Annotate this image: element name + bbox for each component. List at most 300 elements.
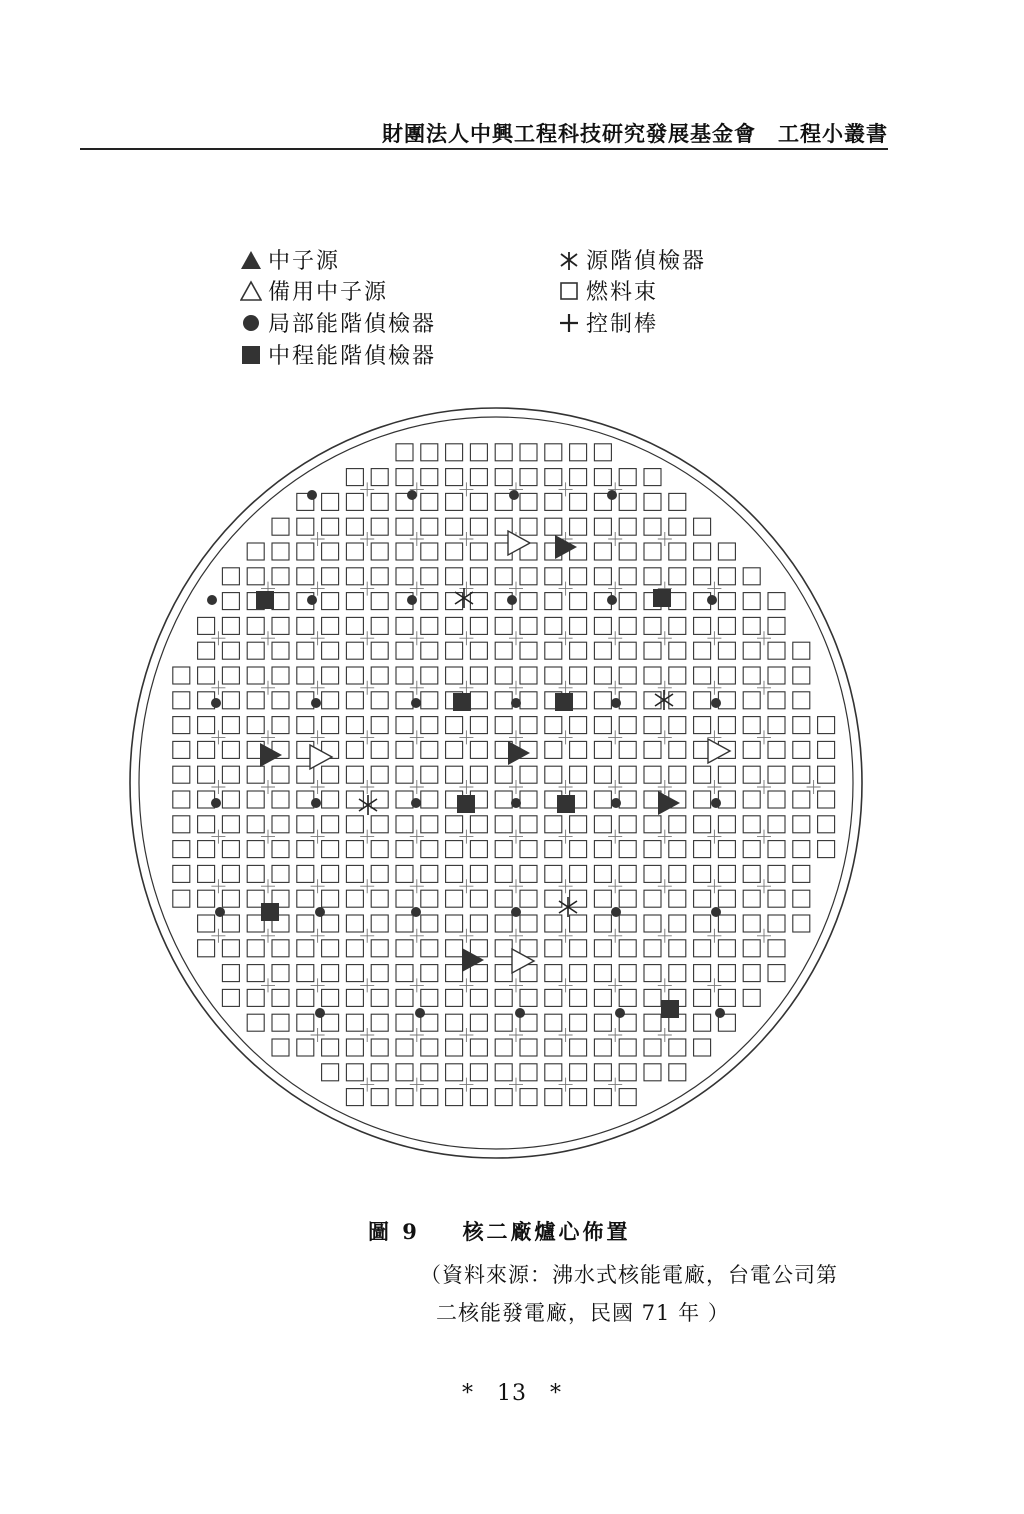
legend-label: 局部能階偵檢器: [268, 312, 437, 337]
fuel-bundle: [669, 841, 686, 858]
legend-neutron-source: [240, 244, 340, 275]
fuel-bundle: [446, 469, 463, 486]
lprm-detector: [415, 1008, 425, 1018]
fuel-bundle: [669, 940, 686, 957]
control-rod: [509, 780, 523, 794]
fuel-bundle: [520, 667, 537, 684]
fuel-bundle: [470, 741, 487, 758]
fuel-bundle: [297, 965, 314, 982]
fuel-bundle: [743, 915, 760, 932]
page-header: [80, 112, 888, 150]
fuel-bundle: [694, 865, 711, 882]
lprm-detector: [407, 595, 417, 605]
control-rod: [459, 730, 473, 744]
fuel-bundle: [297, 989, 314, 1006]
fuel-bundle: [446, 816, 463, 833]
fuel-bundle: [495, 915, 512, 932]
fuel-bundle: [669, 543, 686, 560]
fuel-bundle: [222, 593, 239, 610]
fuel-bundle: [644, 766, 661, 783]
fuel-bundle: [421, 1064, 438, 1081]
lprm-detector: [509, 490, 519, 500]
fuel-bundle: [694, 989, 711, 1006]
fuel-bundle: [396, 568, 413, 585]
fuel-bundle: [619, 766, 636, 783]
control-rod: [410, 879, 424, 893]
fuel-bundle: [594, 518, 611, 535]
fuel-bundle: [396, 1064, 413, 1081]
fuel-bundle: [644, 568, 661, 585]
fuel-bundle: [718, 667, 735, 684]
fuel-bundle: [322, 717, 339, 734]
control-rod: [658, 978, 672, 992]
fuel-bundle: [520, 1064, 537, 1081]
control-rod: [261, 730, 275, 744]
fuel-bundle: [669, 915, 686, 932]
fuel-bundle: [446, 915, 463, 932]
fuel-bundle: [619, 965, 636, 982]
fuel-bundle: [198, 642, 215, 659]
fuel-bundle: [768, 692, 785, 709]
fuel-bundle: [594, 940, 611, 957]
fuel-bundle: [818, 816, 835, 833]
fuel-bundle: [669, 890, 686, 907]
fuel-bundle: [520, 1039, 537, 1056]
fuel-bundle: [570, 568, 587, 585]
control-rod: [559, 681, 573, 695]
legend-label: 源階偵檢器: [586, 249, 707, 274]
legend-label: 控制棒: [586, 312, 659, 337]
fuel-bundle: [594, 741, 611, 758]
control-rod: [509, 681, 523, 695]
control-rod: [459, 879, 473, 893]
fuel-bundle: [322, 617, 339, 634]
fuel-bundle: [371, 816, 388, 833]
fuel-bundle: [793, 890, 810, 907]
control-rod: [360, 730, 374, 744]
fuel-bundle: [669, 965, 686, 982]
legend-irm: [240, 339, 436, 370]
fuel-bundle: [594, 717, 611, 734]
fuel-bundle: [644, 865, 661, 882]
fuel-bundle: [743, 741, 760, 758]
fuel-bundle: [222, 816, 239, 833]
fuel-bundle: [222, 791, 239, 808]
control-rod: [360, 482, 374, 496]
fuel-bundle: [644, 543, 661, 560]
fuel-bundle: [272, 543, 289, 560]
fuel-bundle: [297, 890, 314, 907]
fuel-bundle: [594, 965, 611, 982]
fuel-bundle: [297, 816, 314, 833]
fuel-bundle: [743, 841, 760, 858]
fuel-bundle: [371, 1039, 388, 1056]
fuel-bundle: [520, 518, 537, 535]
fuel-bundle: [545, 741, 562, 758]
fuel-bundle: [520, 617, 537, 634]
lprm-detector: [711, 698, 721, 708]
fuel-bundle: [718, 642, 735, 659]
fuel-bundle: [495, 816, 512, 833]
fuel-bundle: [371, 766, 388, 783]
fuel-bundle: [470, 989, 487, 1006]
control-rod: [658, 631, 672, 645]
fuel-bundle: [446, 518, 463, 535]
fuel-bundle: [570, 444, 587, 461]
control-rod: [311, 681, 325, 695]
fuel-bundle: [371, 890, 388, 907]
fuel-bundle: [495, 667, 512, 684]
fuel-bundle: [470, 642, 487, 659]
fuel-bundle: [669, 766, 686, 783]
fuel-bundle: [495, 717, 512, 734]
fuel-bundle: [346, 518, 363, 535]
fuel-bundle: [272, 717, 289, 734]
fuel-bundle: [768, 816, 785, 833]
fuel-bundle: [545, 1064, 562, 1081]
fuel-bundle: [371, 617, 388, 634]
fuel-bundle: [297, 692, 314, 709]
fuel-bundle: [297, 568, 314, 585]
fuel-bundle: [421, 816, 438, 833]
fuel-bundle: [495, 469, 512, 486]
fuel-bundle: [520, 1089, 537, 1106]
fuel-bundle: [520, 493, 537, 510]
fuel-bundle: [619, 915, 636, 932]
fuel-bundle: [396, 1039, 413, 1056]
fuel-bundle: [446, 1014, 463, 1031]
fuel-bundle: [495, 642, 512, 659]
fuel-bundle: [669, 493, 686, 510]
fuel-bundle: [520, 791, 537, 808]
fuel-bundle: [272, 965, 289, 982]
fuel-bundle: [470, 1064, 487, 1081]
fuel-bundle: [470, 568, 487, 585]
fuel-bundle: [718, 890, 735, 907]
fuel-bundle: [818, 717, 835, 734]
fuel-bundle: [346, 1039, 363, 1056]
control-rod: [410, 1028, 424, 1042]
lprm-detector: [311, 798, 321, 808]
control-rod: [658, 1028, 672, 1042]
fuel-bundle: [346, 841, 363, 858]
fuel-bundle: [396, 791, 413, 808]
fuel-bundle: [446, 493, 463, 510]
fuel-bundle: [346, 493, 363, 510]
fuel-bundle: [222, 940, 239, 957]
fuel-bundle: [173, 766, 190, 783]
fuel-bundle: [470, 667, 487, 684]
control-rod: [608, 929, 622, 943]
fuel-bundle: [198, 617, 215, 634]
fuel-bundle: [644, 469, 661, 486]
fuel-bundle: [396, 1089, 413, 1106]
fuel-bundle: [297, 667, 314, 684]
fuel-bundle: [669, 865, 686, 882]
fuel-bundle: [346, 766, 363, 783]
fuel-bundle: [520, 444, 537, 461]
fuel-bundle: [470, 444, 487, 461]
fuel-bundle: [446, 1089, 463, 1106]
fuel-bundle: [570, 989, 587, 1006]
fuel-bundle: [322, 543, 339, 560]
fuel-bundle: [470, 469, 487, 486]
fuel-bundle: [371, 568, 388, 585]
fuel-bundle: [545, 642, 562, 659]
fuel-bundle: [570, 493, 587, 510]
fuel-bundle: [743, 940, 760, 957]
fuel-bundle: [545, 667, 562, 684]
control-rod: [757, 879, 771, 893]
fuel-bundle: [421, 642, 438, 659]
control-rod: [410, 1078, 424, 1092]
fuel-bundle: [396, 940, 413, 957]
fuel-bundle: [495, 444, 512, 461]
fuel-bundle: [396, 642, 413, 659]
fuel-bundle: [768, 741, 785, 758]
fuel-bundle: [718, 568, 735, 585]
fuel-bundle: [570, 940, 587, 957]
fuel-bundle: [793, 791, 810, 808]
fuel-bundle: [247, 816, 264, 833]
fuel-bundle: [793, 667, 810, 684]
legend-control-rod: [558, 307, 658, 338]
control-rod: [410, 978, 424, 992]
control-rod: [261, 830, 275, 844]
fuel-bundle: [421, 617, 438, 634]
control-rod: [559, 780, 573, 794]
fuel-bundle: [520, 890, 537, 907]
fuel-bundle: [669, 568, 686, 585]
fuel-bundle: [371, 865, 388, 882]
fuel-bundle: [694, 1039, 711, 1056]
fuel-bundle: [545, 965, 562, 982]
fuel-bundle: [619, 717, 636, 734]
fuel-bundle: [421, 543, 438, 560]
control-rod: [707, 929, 721, 943]
lprm-detector: [307, 595, 317, 605]
fuel-bundle: [619, 518, 636, 535]
lprm-detector: [411, 907, 421, 917]
fuel-bundle: [768, 717, 785, 734]
fuel-bundle: [743, 667, 760, 684]
fuel-bundle: [619, 617, 636, 634]
fuel-bundle: [421, 915, 438, 932]
fuel-bundle: [222, 717, 239, 734]
fuel-bundle: [619, 1064, 636, 1081]
fuel-bundle: [619, 568, 636, 585]
lprm-detector: [411, 698, 421, 708]
fuel-bundle: [694, 791, 711, 808]
control-rod: [459, 631, 473, 645]
fuel-bundle: [594, 568, 611, 585]
control-rod: [757, 830, 771, 844]
control-rod: [658, 730, 672, 744]
fuel-bundle: [669, 667, 686, 684]
fuel-bundle: [346, 1014, 363, 1031]
fuel-bundle: [520, 766, 537, 783]
spare-neutron-source: [508, 531, 530, 555]
fuel-bundle: [222, 741, 239, 758]
fuel-bundle: [247, 791, 264, 808]
fuel-bundle: [346, 915, 363, 932]
fuel-bundle: [396, 1014, 413, 1031]
lprm-detector: [211, 798, 221, 808]
fuel-bundle: [272, 865, 289, 882]
fuel-bundle: [446, 865, 463, 882]
neutron-source: [260, 743, 282, 767]
fuel-bundle: [322, 766, 339, 783]
control-rod: [410, 929, 424, 943]
fuel-bundle: [297, 1039, 314, 1056]
control-rod: [658, 532, 672, 546]
fuel-bundle: [694, 965, 711, 982]
fuel-bundle: [222, 841, 239, 858]
control-rod: [360, 929, 374, 943]
fuel-bundle: [222, 890, 239, 907]
control-rod: [459, 1028, 473, 1042]
fuel-bundle: [470, 890, 487, 907]
fuel-bundle: [495, 890, 512, 907]
fuel-bundle: [173, 717, 190, 734]
control-rod: [509, 830, 523, 844]
fuel-bundle: [173, 890, 190, 907]
fuel-bundle: [247, 667, 264, 684]
fuel-bundle: [322, 965, 339, 982]
fuel-bundle: [644, 493, 661, 510]
fuel-bundle: [396, 667, 413, 684]
fuel-bundle: [421, 1089, 438, 1106]
fuel-bundle: [371, 642, 388, 659]
control-rod: [311, 1028, 325, 1042]
control-rod: [559, 582, 573, 596]
fuel-bundle: [297, 841, 314, 858]
fuel-bundle: [718, 692, 735, 709]
fuel-bundle: [520, 865, 537, 882]
fuel-bundle: [495, 568, 512, 585]
fuel-bundle: [594, 543, 611, 560]
fuel-bundle: [495, 617, 512, 634]
fuel-bundle: [619, 890, 636, 907]
lprm-detector: [511, 907, 521, 917]
fuel-bundle: [743, 989, 760, 1006]
filled-circle-icon: [240, 312, 262, 334]
fuel-bundle: [421, 593, 438, 610]
header-text: 財團法人中興工程科技研究發展基金會 工程小叢書: [382, 121, 888, 146]
control-rod: [559, 1028, 573, 1042]
fuel-bundle: [570, 1039, 587, 1056]
fuel-bundle: [346, 741, 363, 758]
fuel-bundle: [495, 692, 512, 709]
fuel-bundle: [421, 1014, 438, 1031]
fuel-bundle: [322, 841, 339, 858]
lprm-detector: [307, 490, 317, 500]
fuel-bundle: [371, 965, 388, 982]
fuel-bundle: [743, 965, 760, 982]
control-rod: [261, 631, 275, 645]
fuel-bundle: [346, 568, 363, 585]
fuel-bundle: [520, 692, 537, 709]
control-rod: [559, 631, 573, 645]
fuel-bundle: [594, 816, 611, 833]
irm-detector: [555, 693, 573, 711]
control-rod: [559, 1078, 573, 1092]
fuel-bundle: [768, 617, 785, 634]
legend-lprm: [240, 307, 436, 338]
control-rod: [360, 879, 374, 893]
fuel-bundle: [421, 717, 438, 734]
fuel-bundle: [173, 692, 190, 709]
fuel-bundle: [173, 791, 190, 808]
control-rod: [559, 879, 573, 893]
fuel-bundle: [396, 915, 413, 932]
fuel-bundle: [346, 1089, 363, 1106]
spare-neutron-source: [708, 739, 730, 763]
fuel-bundle: [371, 692, 388, 709]
control-rod: [757, 681, 771, 695]
legend-label: 燃料束: [586, 280, 659, 305]
neutron-source: [508, 741, 530, 765]
fuel-bundle: [570, 865, 587, 882]
fuel-bundle: [644, 717, 661, 734]
fuel-bundle: [322, 593, 339, 610]
lprm-detector: [207, 595, 217, 605]
fuel-bundle: [718, 989, 735, 1006]
figure-caption: [368, 1216, 631, 1246]
fuel-bundle: [371, 593, 388, 610]
filled-square-icon: [240, 344, 262, 366]
fuel-bundle: [272, 841, 289, 858]
fuel-bundle: [743, 593, 760, 610]
fuel-bundle: [198, 841, 215, 858]
fuel-bundle: [346, 667, 363, 684]
fuel-bundle: [619, 493, 636, 510]
control-rod: [509, 730, 523, 744]
fuel-bundle: [694, 766, 711, 783]
fuel-bundle: [495, 1014, 512, 1031]
fuel-bundle: [545, 841, 562, 858]
fuel-bundle: [570, 717, 587, 734]
legend-srm: [558, 244, 706, 275]
fuel-bundle: [768, 667, 785, 684]
fuel-bundle: [644, 692, 661, 709]
fuel-bundle: [520, 593, 537, 610]
fuel-bundle: [545, 568, 562, 585]
fuel-bundle: [272, 692, 289, 709]
control-rod: [360, 631, 374, 645]
fuel-bundle: [545, 865, 562, 882]
control-rod: [360, 681, 374, 695]
fuel-bundle: [297, 642, 314, 659]
fuel-bundle: [470, 1014, 487, 1031]
fuel-bundle: [247, 568, 264, 585]
fuel-bundle: [346, 965, 363, 982]
fuel-bundle: [594, 890, 611, 907]
fuel-bundle: [495, 1064, 512, 1081]
fuel-bundle: [495, 791, 512, 808]
fuel-bundle: [545, 444, 562, 461]
lprm-detector: [611, 907, 621, 917]
fuel-bundle: [421, 965, 438, 982]
fuel-bundle: [371, 1089, 388, 1106]
fuel-bundle: [247, 617, 264, 634]
fuel-bundle: [446, 444, 463, 461]
control-rod: [261, 879, 275, 893]
fuel-bundle: [371, 1064, 388, 1081]
fuel-bundle: [594, 444, 611, 461]
control-rod: [311, 532, 325, 546]
fuel-bundle: [594, 865, 611, 882]
